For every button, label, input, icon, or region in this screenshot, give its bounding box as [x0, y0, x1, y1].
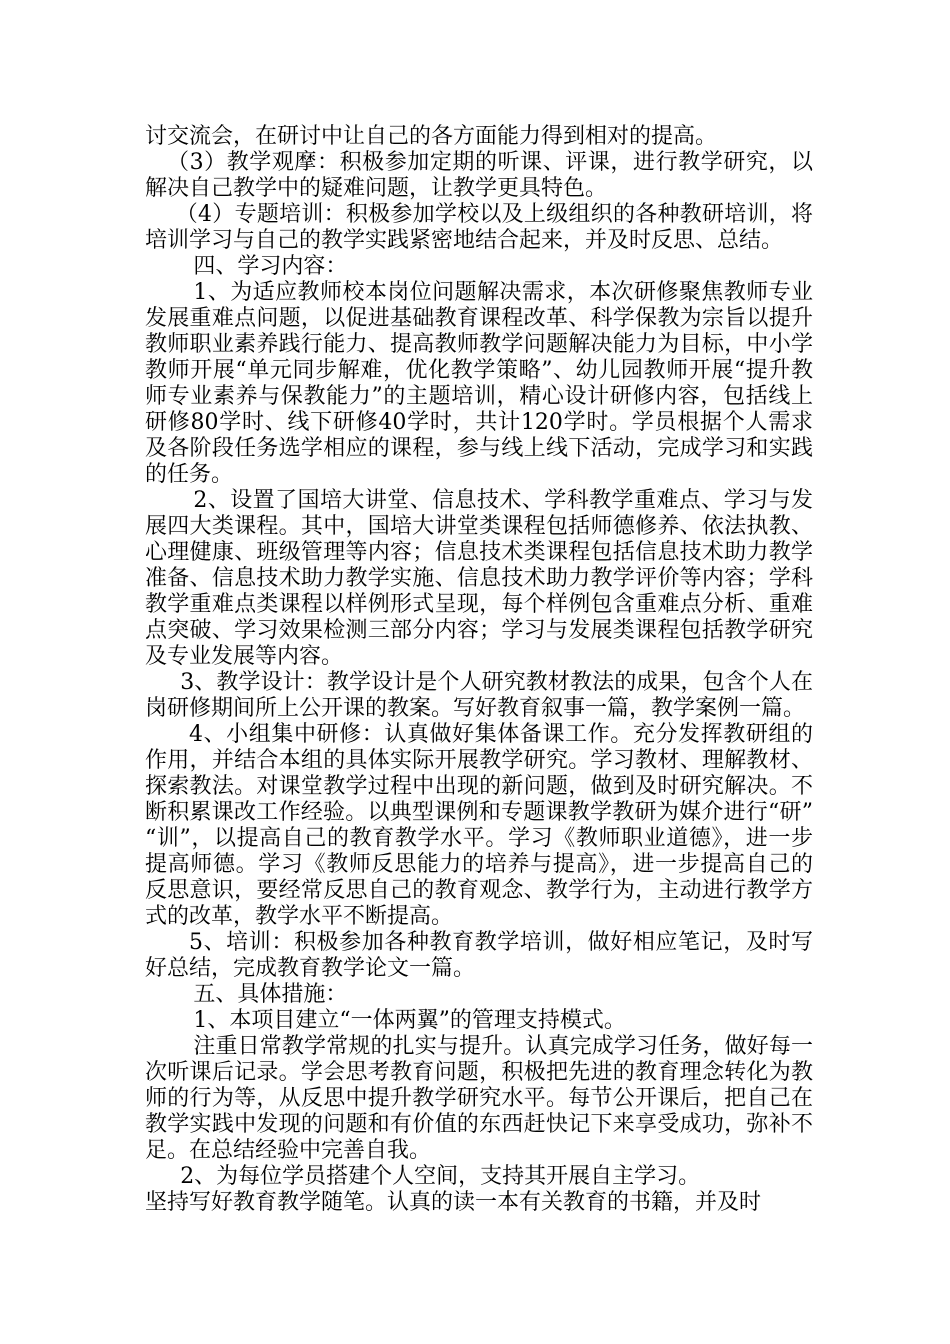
paragraph-training: 5、培训：积极参加各种教育教学培训，做好相应笔记，及时写好总结，完成教育教学论文一篇。	[145, 930, 813, 981]
paragraph-teaching-essays: 坚持写好教育教学随笔。认真的读一本有关教育的书籍，并及时	[145, 1190, 762, 1215]
section-heading-learning-content: 四、学习内容：	[193, 254, 348, 279]
paragraph-daily-routine: 注重日常教学常规的扎实与提升。认真完成学习任务，做好每一次听课后记录。学会思考教育问题，积极把先进的教育理念转化为教师的行为等，从反思中提升教学研究水平。每节公开课后，把自己在教学实践中发现的问题和有价值的东西赶快记下来享受成功，弥补不足。在总结经验中完善自我。	[145, 1034, 813, 1163]
paragraph-group-study: 4、小组集中研修：认真做好集体备课工作。充分发挥教研组的作用，并结合本组的具体实际开展教学研究。学习教材、理解教材、探索教法。对课堂教学过程中出现的新问题，做到及时研究解决。不断积累课改工作经验。以典型课例和专题课教学教研为媒介进行“研”“训”，以提高自己的教育教学水平。学习《教师职业道德》，进一步提高师德。学习《教师反思能力的培养与提高》，进一步提高自己的反思意识，要经常反思自己的教育观念、教学行为，主动进行教学方式的改革，教学水平不断提高。	[145, 722, 813, 929]
paragraph-teaching-observation: （3）教学观摩：积极参加定期的听课、评课，进行教学研究，以解决自己教学中的疑难问题，让教学更具特色。	[145, 150, 813, 201]
paragraph-personal-space: 2、为每位学员搭建个人空间，支持其开展自主学习。	[180, 1164, 701, 1189]
paragraph-learning-content-2: 2、设置了国培大讲堂、信息技术、学科教学重难点、学习与发展四大类课程。其中，国培大讲堂类课程包括师德修养、依法执教、心理健康、班级管理等内容；信息技术类课程包括信息技术助力教学准备、信息技术助力教学实施、信息技术助力教学评价等内容；学科教学重难点类课程以样例形式呈现，每个样例包含重难点分析、重难点突破、学习效果检测三部分内容；学习与发展类课程包括教学研究及专业发展等内容。	[145, 488, 813, 669]
paragraph-teaching-design: 3、教学设计：教学设计是个人研究教材教法的成果，包含个人在岗研修期间所上公开课的教案。写好教育叙事一篇，教学案例一篇。	[145, 670, 813, 721]
paragraph-seminar-continuation: 讨交流会，在研讨中让自己的各方面能力得到相对的提高。	[145, 124, 718, 149]
paragraph-special-training: （4）专题培训：积极参加学校以及上级组织的各种教研培训，将培训学习与自己的教学实践紧密地结合起来，并及时反思、总结。	[145, 202, 813, 253]
paragraph-learning-content-1: 1、为适应教师校本岗位问题解决需求，本次研修聚焦教师专业发展重难点问题，以促进基础教育课程改革、科学保教为宗旨以提升教师职业素养践行能力、提高教师教学问题解决能力为目标，中小学教师开展“单元同步解难，优化教学策略”、幼儿园教师开展“提升教师专业素养与保教能力”的主题培训，精心设计研修内容，包括线上研修80学时、线下研修40学时，共计120学时。学员根据个人需求及各阶段任务选学相应的课程，参与线上线下活动，完成学习和实践的任务。	[145, 280, 813, 487]
paragraph-management-model: 1、本项目建立“一体两翼”的管理支持模式。	[193, 1008, 626, 1033]
document-body	[145, 124, 813, 1216]
section-heading-specific-measures: 五、具体措施：	[193, 982, 348, 1007]
